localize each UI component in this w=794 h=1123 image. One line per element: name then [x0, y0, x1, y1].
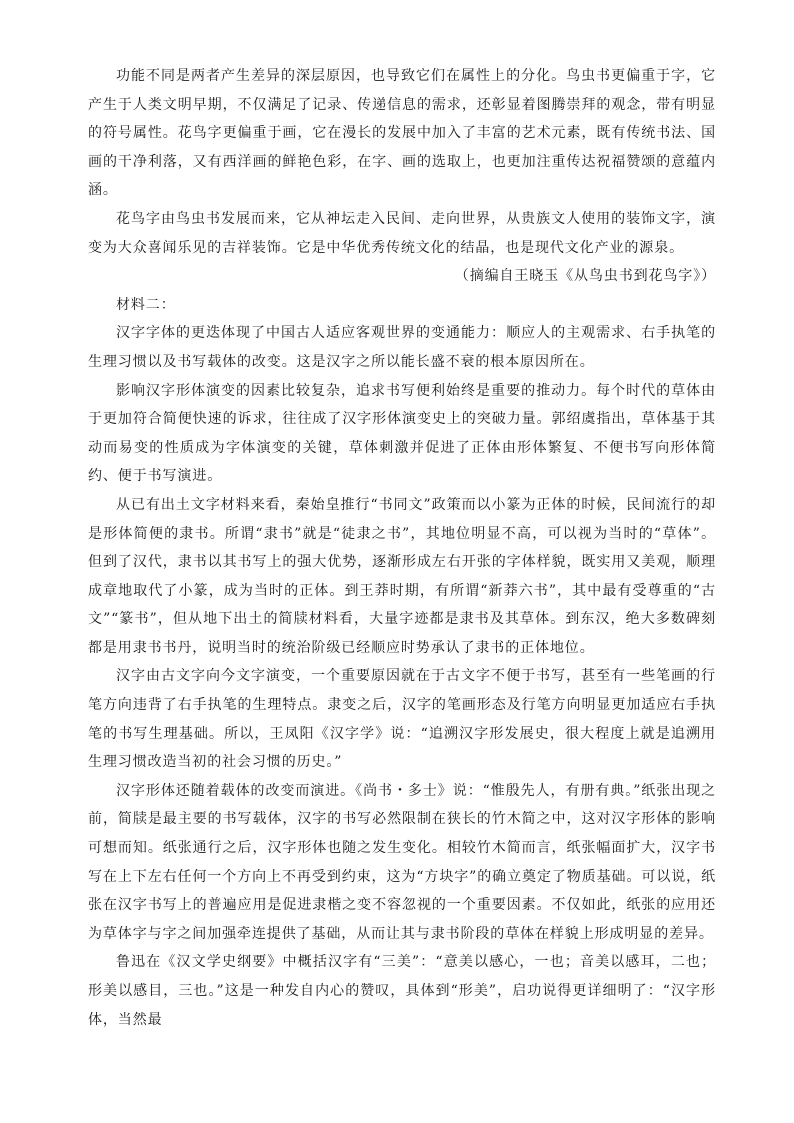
material-paragraph-2: 影响汉字形体演变的因素比较复杂，追求书写便利始终是重要的推动力。每个时代的草体由于更加符合简便快速的诉求，往往成了汉字形体演变史上的突破力量。郭绍虞指出，草体基于其动而易变的性质成为字体演变的关键，草体刺激并促进了正体由形体繁复、不便书写向形体简约、便于书写演进。: [88, 382, 716, 485]
document-page: [88, 62, 716, 1034]
material-paragraph-6: 鲁迅在《汉文学史纲要》中概括汉字有“三美”：“意美以感心，一也；音美以感耳，二也；形美以感目，三也。”这是一种发自内心的赞叹，具体到“形美”，启功说得更详细明了：“汉字形体，当然最: [88, 954, 716, 1028]
material-label: 材料二：: [116, 296, 176, 313]
paragraph-1: 功能不同是两者产生差异的深层原因，也导致它们在属性上的分化。鸟虫书更偏重于字，它产生于人类文明早期，不仅满足了记录、传递信息的需求，还彰显着图腾崇拜的观念，带有明显的符号属性。花鸟字更偏重于画，它在漫长的发展中加入了丰富的艺术元素，既有传统书法、国画的干净利落，又有西洋画的鲜艳色彩，在字、画的选取上，也更加注重传达祝福赞颂的意蕴内涵。: [88, 68, 716, 199]
material-paragraph-1: 汉字字体的更迭体现了中国古人适应客观世界的变通能力：顺应人的主观需求、右手执笔的生理习惯以及书写载体的改变。这是汉字之所以能长盛不衰的根本原因所在。: [88, 325, 716, 370]
material-paragraph-3: 从已有出土文字材料来看，秦始皇推行“书同文”政策而以小篆为正体的时候，民间流行的却是形体简便的隶书。所谓“隶书”就是“徒隶之书”，其地位明显不高，可以视为当时的“草体”。但到了汉代，隶书以其书写上的强大优势，逐渐形成左右开张的字体样貌，既实用又美观，顺理成章地取代了小篆，成为当时的正体。到王莽时期，有所谓“新莽六书”，其中最有受尊重的“古文”“篆书”，但从地下出土的简牍材料看，大量字迹都是隶书及其草体。到东汉，绝大多数碑刻都是用隶书书丹，说明当时的统治阶级已经顺应时势承认了隶书的正体地位。: [88, 496, 716, 656]
material-paragraph-4: 汉字由古文字向今文字演变，一个重要原因就在于古文字不便于书写，甚至有一些笔画的行笔方向违背了右手执笔的生理特点。隶变之后，汉字的笔画形态及行笔方向明显更加适应右手执笔的书写生理基础。所以，王凤阳《汉字学》说：“追溯汉字形发展史，很大程度上就是追溯用生理习惯改造当初的社会习惯的历史。”: [88, 668, 716, 771]
material-paragraph-5: 汉字形体还随着载体的改变而演进。《尚书・多士》说：“惟殷先人，有册有典。”纸张出现之前，简牍是最主要的书写载体，汉字的书写必然限制在狭长的竹木简之中，这对汉字形体的影响可想而知。纸张通行之后，汉字形体也随之发生变化。相较竹木简而言，纸张幅面扩大，汉字书写在上下左右任何一个方向上不再受到约束，这为“方块字”的确立奠定了物质基础。可以说，纸张在汉字书写上的普遍应用是促进隶楷之变不容忽视的一个重要因素。不仅如此，纸张的应用还为草体字与字之间加强牵连提供了基础，从而让其与隶书阶段的草体在样貌上形成明显的差异。: [88, 782, 716, 942]
source-citation: （摘编自王晓玉《从鸟虫书到花鸟字》）: [454, 268, 716, 285]
paragraph-2: 花鸟字由鸟虫书发展而来，它从神坛走入民间、走向世界，从贵族文人使用的装饰文字，演变为大众喜闻乐见的吉祥装饰。它是中华优秀传统文化的结晶，也是现代文化产业的源泉。: [88, 210, 716, 256]
